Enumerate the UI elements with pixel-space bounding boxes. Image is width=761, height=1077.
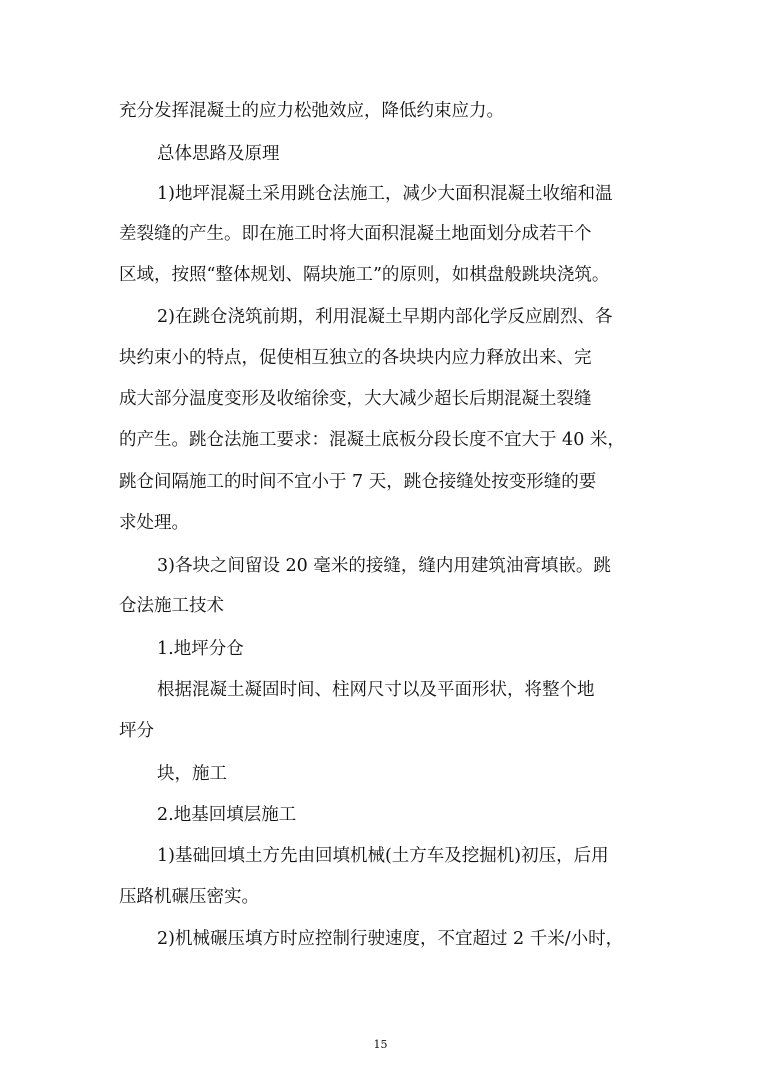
text-line-20: 压路机碾压密实。 (119, 887, 259, 907)
subheading-floor-division: 1.地坪分仓 (157, 639, 244, 659)
text-line-11: 求处理。 (119, 513, 189, 533)
text-line-8: 成大部分温度变形及收缩徐变，大大减少超长后期混凝土裂缝 (119, 389, 592, 409)
text-line-19: 1)基础回填土方先由回填机械(土方车及挖掘机)初压，后用 (157, 846, 609, 866)
text-line-21: 2)机械碾压填方时应控制行驶速度，不宜超过 2 千米/小时， (157, 929, 624, 949)
section-heading: 总体思路及原理 (157, 144, 280, 164)
text-line-7: 块约束小的特点，促使相互独立的各块块内应力释放出来、完 (119, 348, 592, 368)
text-line-13: 仓法施工技术 (119, 596, 224, 616)
text-line-6: 2)在跳仓浇筑前期，利用混凝土早期内部化学反应剧烈、各 (157, 307, 613, 327)
text-line-5: 区域，按照“整体规划、隔块施工”的原则，如棋盘般跳块浇筑。 (119, 265, 610, 285)
text-line-10: 跳仓间隔施工的时间不宜小于 7 天，跳仓接缝处按变形缝的要 (119, 472, 597, 492)
text-line-15: 根据混凝土凝固时间、柱网尺寸以及平面形状，将整个地 (157, 680, 595, 700)
subheading-foundation-backfill: 2.地基回填层施工 (157, 805, 297, 825)
page-number: 15 (373, 1038, 388, 1051)
text-line-9: 的产生。跳仓法施工要求：混凝土底板分段长度不宜大于 40 米， (119, 430, 625, 450)
text-line-3: 1)地坪混凝土采用跳仓法施工，减少大面积混凝土收缩和温 (157, 184, 613, 204)
text-line-1: 充分发挥混凝土的应力松弛效应，降低约束应力。 (119, 101, 504, 121)
text-line-4: 差裂缝的产生。即在施工时将大面积混凝土地面划分成若干个 (119, 224, 592, 244)
text-line-17: 块，施工 (157, 764, 227, 784)
text-line-16: 坪分 (119, 721, 154, 741)
text-line-12: 3)各块之间留设 20 毫米的接缝，缝内用建筑油膏填嵌。跳 (157, 556, 611, 576)
